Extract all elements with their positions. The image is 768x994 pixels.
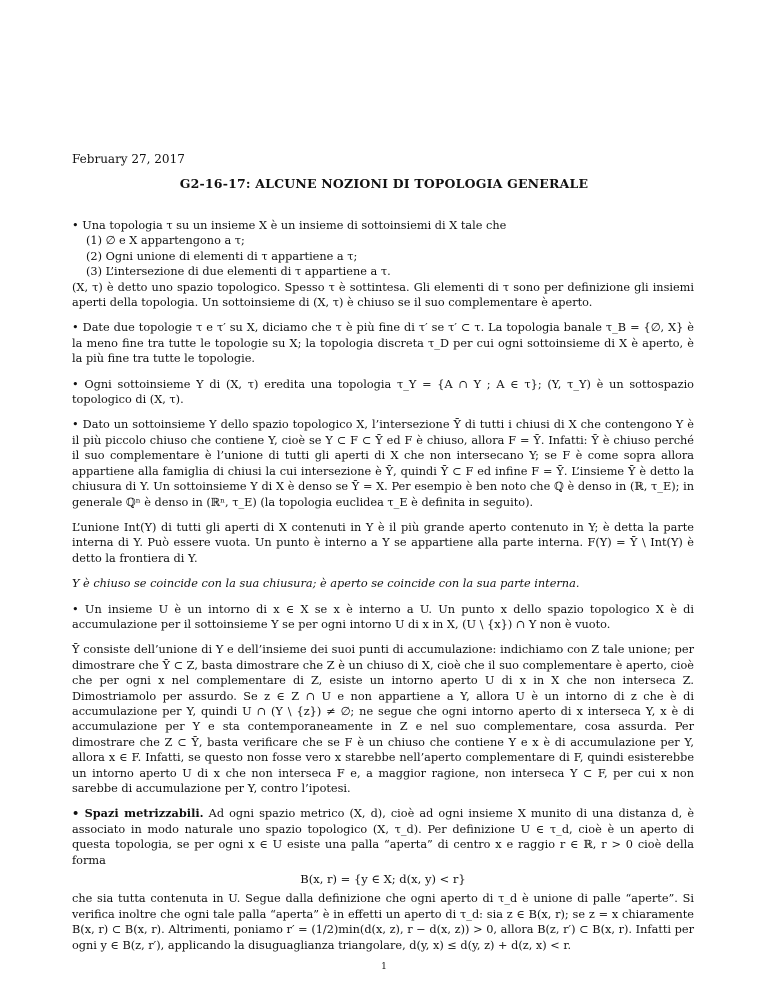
paragraph-subspace: • Ogni sottoinsieme Y di (X, τ) eredita una topologia τ_Y = {A ∩ Y ; A ∈ τ}; (Y, τ_Y) è un sottospazio topologico di (X, τ). [72, 377, 694, 407]
list-item: (1) ∅ e X appartengono a τ; [86, 234, 245, 248]
page-number: 1 [381, 962, 387, 972]
list-item: (3) L’intersezione di due elementi di τ appartiene a τ. [86, 265, 391, 279]
paragraph-accumulation-proof: Ȳ consiste dell’unione di Y e dell’insieme dei suoi punti di accumulazione: indichiamo con Z tale unione; per dimostrare che Ȳ ⊂ Z, basta dimostrare che Z è un chiuso di X, cioè che il suo complementare è aperto, cioè che per ogni x nel complementare di Z, esiste un intorno aperto U di x in X che non interseca Z. Dimostriamolo per assurdo. Se z ∈ Z ∩ U e non appartiene a Y, allora U è un intorno di z che è di accumulazione per Y, quindi U ∩ (Y \ {z}) ≠ ∅; ne segue che ogni intorno aperto di x interseca Y, x è di accumulazione per Y e sta contemporaneamente in Z e nel suo complementare, cosa assurda. Per dimostrare che Z ⊂ Ȳ, basta verificare che se F è un chiuso che contiene Y e x è di accumulazione per Y, allora x ∈ F. Infatti, se questo non fosse vero x starebbe nell’aperto complementare di F, quindi esisterebbe un intorno aperto U di x che non interseca F e, a maggior ragione, non interseca Y ⊂ F, per cui x non sarebbe di accumulazione per Y, contro l’ipotesi. [72, 643, 694, 795]
paragraph-topological-space: (X, τ) è detto uno spazio topologico. Spesso τ è sottintesa. Gli elementi di τ sono per definizione gli insiemi aperti della topologia. Un sottoinsieme di (X, τ) è chiuso se il suo complementare è aperto. [72, 280, 694, 310]
document-date: February 27, 2017 [72, 152, 185, 166]
paragraph-metrizable [72, 806, 694, 868]
paragraph-closed-open: Y è chiuso se coincide con la sua chiusura; è aperto se coincide con la sua parte interna. [72, 577, 580, 591]
metrizable-text: Ad ogni spazio metrico (X, d), cioè ad ogni insieme X munito di una distanza d, è associato in modo naturale uno spazio topologico (X, τ_d). Per definizione U ∈ τ_d, cioè è un aperto di questa topologia, se per ogni x ∈ U esiste una palla “aperta” di centro x e raggio r ∈ ℝ, r > 0 cioè della forma [72, 807, 694, 867]
paragraph-open-balls: che sia tutta contenuta in U. Segue dalla definizione che ogni aperto di τ_d è unione di palle “aperte”. Si verifica inoltre che ogni tale palla “aperta” è in effetti un aperto di τ_d: sia z ∈ B(x, r); se z = x chiaramente B(x, r) ⊂ B(x, r). Altrimenti, poniamo r′ = (1/2)min(d(x, z), r − d(x, z)) > 0, allora B(z, r′) ⊂ B(x, r). Infatti per ogni y ∈ B(z, r′), applicando la disuguaglianza triangolare, d(y, x) ≤ d(y, z) + d(z, x) < r. [72, 892, 694, 952]
paragraph-finer-topology: • Date due topologie τ e τ′ su X, diciamo che τ è più fine di τ′ se τ′ ⊂ τ. La topologia banale τ_B = {∅, X} è la meno fine tra tutte le topologie su X; la topologia discreta τ_D per cui ogni sottoinsieme di X è aperto, è la più fine tra tutte le topologie. [72, 321, 694, 366]
document-body [72, 218, 694, 963]
paragraph-topology-definition: • Una topologia τ su un insieme X è un insieme di sottoinsiemi di X tale che [72, 219, 507, 232]
document-title: G2-16-17: ALCUNE NOZIONI DI TOPOLOGIA GENERALE [179, 176, 589, 191]
paragraph-interior: L’unione Int(Y) di tutti gli aperti di X contenuti in Y è il più grande aperto contenuto in Y; è detta la parte interna di Y. Può essere vuota. Un punto è interno a Y se appartiene alla parte interna. F(Y) = Ȳ \ Int(Y) è detto la frontiera di Y. [72, 520, 694, 565]
section-heading-metrizable: • Spazi metrizzabili. [72, 806, 204, 821]
paragraph-neighborhood: • Un insieme U è un intorno di x ∈ X se x è interno a U. Un punto x dello spazio topologico X è di accumulazione per il sottoinsieme Y se per ogni intorno U di x in X, (U \ {x}) ∩ Y non è vuoto. [72, 602, 694, 631]
ball-formula: B(x, r) = {y ∈ X; d(x, y) < r} [300, 872, 466, 887]
list-item: (2) Ogni unione di elementi di τ appartiene a τ; [86, 249, 358, 263]
paragraph-closure: • Dato un sottoinsieme Y dello spazio topologico X, l’intersezione Ȳ di tutti i chiusi di X che contengono Y è il più piccolo chiuso che contiene Y, cioè se Y ⊂ F ⊂ Ȳ ed F è chiuso, allora F = Ȳ. Infatti: Ȳ è chiuso perché il suo complementare è l’unione di tutti gli aperti di X che non intersecano Y; se F è come sopra allora appartiene alla famiglia di chiusi la cui intersezione è Ȳ, quindi Ȳ ⊂ F ed infine F = Ȳ. L’insieme Ȳ è detto la chiusura di Y. Un sottoinsieme Y di X è denso se Ȳ = X. Per esempio è ben noto che ℚ è denso in (ℝ, τ_E); in generale ℚⁿ è denso in (ℝⁿ, τ_E) (la topologia euclidea τ_E è definita in seguito). [72, 418, 694, 509]
topology-axioms-list [72, 233, 694, 279]
